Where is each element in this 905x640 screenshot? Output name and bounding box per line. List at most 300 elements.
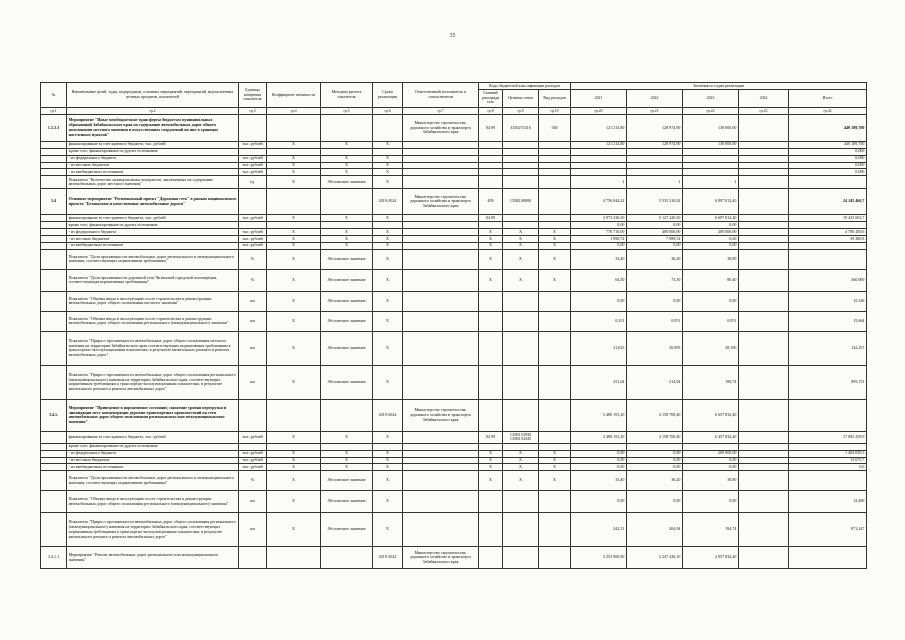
colnum: гр.9 <box>503 107 539 114</box>
row-resp <box>403 443 479 450</box>
row-value-2023: 194,74 <box>683 513 739 547</box>
row-value-2022: 204,94 <box>627 513 683 547</box>
row-vr <box>539 141 571 148</box>
row-gr <box>479 291 503 311</box>
row-value-2022: 5 127 220,50 <box>627 215 683 222</box>
row-value-2022: 0,00 <box>627 242 683 249</box>
table-row <box>41 176 867 189</box>
row-method: Х <box>321 215 373 222</box>
row-unit: тыс. рублей <box>239 457 267 464</box>
table-row <box>41 464 867 471</box>
table-row <box>41 457 867 464</box>
table-row <box>41 162 867 169</box>
row-value-2024 <box>739 249 789 269</box>
row-resp <box>403 464 479 471</box>
row-vr: Х <box>539 235 571 242</box>
row-num: 3.4.1.1 <box>41 547 67 569</box>
row-method <box>321 399 373 431</box>
row-unit <box>239 443 267 450</box>
row-coef <box>267 114 321 141</box>
colnum: гр.23 <box>739 107 789 114</box>
row-vr: Х <box>539 249 571 269</box>
row-cs <box>503 155 539 162</box>
row-terms <box>373 443 403 450</box>
header-name: Наименование целей, задач, подпрограмм, основных мероприятий, мероприятий, ведомственных целевых программ, показателей <box>67 83 239 108</box>
row-num: 3.4.1. <box>41 399 67 431</box>
row-cs: Х <box>503 269 539 291</box>
table-row <box>41 169 867 176</box>
row-terms: Х <box>373 141 403 148</box>
row-value-2021: 0,00 <box>571 242 627 249</box>
row-name: Показатель "Прирост протяженности автомобильных дорог общего пользования регионального (межмуниципального) значения на территории Забайкальского края, соответствующих нормативным требованиям к транспортно-эксплуатационным показателям, в результате капитального ремонта и ремонта автомобильных дорог" <box>67 365 239 399</box>
row-value-2021 <box>571 155 627 162</box>
row-cs: Х <box>503 235 539 242</box>
row-gr: 04 09 <box>479 215 503 222</box>
table-row <box>41 269 867 291</box>
row-value-2021: 0,00 <box>571 464 627 471</box>
row-terms: 2019-2024 <box>373 547 403 569</box>
row-value-2021: 3 480 191,20 <box>571 431 627 443</box>
row-value-2023: 130 000,00 <box>683 114 739 141</box>
table-row <box>41 311 867 331</box>
row-value-2021 <box>571 162 627 169</box>
table-row <box>41 450 867 457</box>
table-row <box>41 215 867 222</box>
row-num <box>41 513 67 547</box>
header-values-by-year: Значения по годам реализации <box>571 83 867 90</box>
row-value-2022 <box>627 148 683 155</box>
row-unit: км <box>239 365 267 399</box>
row-cs: Х <box>503 249 539 269</box>
row-resp <box>403 235 479 242</box>
row-terms: Х <box>373 471 403 491</box>
row-num <box>41 450 67 457</box>
row-name: финансирование за счет краевого бюджета, тыс. рублей <box>67 141 239 148</box>
row-terms <box>373 222 403 229</box>
row-method: Абсолютное значение <box>321 331 373 365</box>
row-unit <box>239 399 267 431</box>
row-total: 15,664 <box>789 311 867 331</box>
row-method: Абсолютное значение <box>321 269 373 291</box>
table-row <box>41 249 867 269</box>
row-resp <box>403 431 479 443</box>
row-vr <box>539 431 571 443</box>
row-resp <box>403 450 479 457</box>
row-gr <box>479 365 503 399</box>
page-number: 35 <box>449 33 456 39</box>
row-num <box>41 491 67 513</box>
row-name: - из местных бюджетов <box>67 162 239 169</box>
row-method: Абсолютное значение <box>321 365 373 399</box>
table-row <box>41 365 867 399</box>
row-unit: % <box>239 249 267 269</box>
row-cs: Х <box>503 229 539 236</box>
row-coef: Х <box>267 365 321 399</box>
row-unit: км <box>239 513 267 547</box>
row-value-2023: 6 897 812,40 <box>683 189 739 215</box>
row-name: - из внебюджетных источников <box>67 242 239 249</box>
row-value-2024 <box>739 547 789 569</box>
row-value-2021: 121 214,80 <box>571 114 627 141</box>
row-resp <box>403 169 479 176</box>
header-total: Итого <box>789 89 867 107</box>
row-name: Показатель "Прирост протяженности автомобильных дорог общего пользования регионального (межмуниципального) значения на территории Забайкальского края, соответствующих нормативным требованиям к транспортно-эксплуатационным показателям, в результате капитального ремонта и ремонта автомобильных дорог" <box>67 513 239 547</box>
row-cs <box>503 365 539 399</box>
row-total: 24 145 466,7 <box>789 189 867 215</box>
row-gr: Х <box>479 242 503 249</box>
row-vr <box>539 215 571 222</box>
row-terms: Х <box>373 176 403 189</box>
row-value-2022: 7 989,52 <box>627 235 683 242</box>
row-vr <box>539 189 571 215</box>
row-total: 12,490 <box>789 491 867 513</box>
header-resp: Ответственный исполнитель и соисполнители <box>403 83 479 108</box>
row-unit: тыс. рублей <box>239 464 267 471</box>
row-name: Показатель "Прирост протяженности автомобильных дорог общего пользования местного значения на территории Забайкальского края соответствующих нормативным требованиям к транспортно-эксплуатационным показателям, в результате капитального ремонта и ремонта автомобильных дорог" <box>67 331 239 365</box>
row-terms <box>373 148 403 155</box>
row-resp <box>403 242 479 249</box>
column-numbers-row <box>41 107 867 114</box>
row-gr <box>479 547 503 569</box>
row-resp <box>403 215 479 222</box>
row-cs <box>503 176 539 189</box>
row-value-2022: 0,00 <box>627 222 683 229</box>
colnum: гр.5 <box>321 107 373 114</box>
row-num <box>41 269 67 291</box>
row-cs <box>503 148 539 155</box>
row-num <box>41 162 67 169</box>
row-gr: Х <box>479 249 503 269</box>
row-name: - из федерального бюджета <box>67 450 239 457</box>
row-cs <box>503 443 539 450</box>
row-unit: % <box>239 471 267 491</box>
header-cs: Целевая статья <box>503 89 539 107</box>
row-value-2023: 130 000,00 <box>683 141 739 148</box>
row-coef: Х <box>267 141 321 148</box>
row-cs: 135R100000 <box>503 189 539 215</box>
row-total <box>789 222 867 229</box>
row-cs: Х <box>503 457 539 464</box>
row-coef <box>267 222 321 229</box>
row-name: Показатель "Количество муниципальных контрактов, заключенных на содержание автомобильных дорог местного значения" <box>67 176 239 189</box>
row-gr: Х <box>479 235 503 242</box>
row-value-2022: 4 158 700,40 <box>627 399 683 431</box>
row-total: 0,000 <box>789 169 867 176</box>
row-terms: Х <box>373 450 403 457</box>
row-value-2023: 0,00 <box>683 242 739 249</box>
row-name: финансирование за счет краевого бюджета, тыс. рублей <box>67 431 239 443</box>
colnum: гр.24 <box>789 107 867 114</box>
row-resp <box>403 155 479 162</box>
row-coef: Х <box>267 311 321 331</box>
header-unit: Единица измерения показателя <box>239 83 267 108</box>
header-year-2023: 2023 <box>683 89 739 107</box>
row-coef: Х <box>267 471 321 491</box>
row-vr: Х <box>539 457 571 464</box>
row-cs: Х <box>503 464 539 471</box>
row-coef: Х <box>267 291 321 311</box>
row-terms <box>373 114 403 141</box>
row-resp <box>403 249 479 269</box>
row-method <box>321 189 373 215</box>
colnum: гр.20 <box>571 107 627 114</box>
table-row <box>41 222 867 229</box>
row-name: Мероприятие "Ремонт автомобильных дорог регионального или межмуниципального значения" <box>67 547 239 569</box>
row-unit: тыс. рублей <box>239 235 267 242</box>
row-value-2024 <box>739 464 789 471</box>
row-total: 360,900 <box>789 269 867 291</box>
row-terms: Х <box>373 242 403 249</box>
row-value-2023: 28,100 <box>683 331 739 365</box>
table-row <box>41 431 867 443</box>
row-value-2022: 0,00 <box>627 291 683 311</box>
row-gr <box>479 169 503 176</box>
row-value-2021: 0,00 <box>571 457 627 464</box>
row-terms: 2019-2024 <box>373 399 403 431</box>
row-vr <box>539 513 571 547</box>
row-total: 13 675,7 <box>789 457 867 464</box>
row-cs: 3350274316 <box>503 114 539 141</box>
row-num <box>41 176 67 189</box>
row-gr <box>479 331 503 365</box>
header-method: Методика расчета показателя <box>321 83 373 108</box>
row-total <box>789 242 867 249</box>
row-terms: Х <box>373 491 403 513</box>
row-value-2021: 0,351 <box>571 311 627 331</box>
row-num <box>41 235 67 242</box>
row-cs <box>503 547 539 569</box>
row-num <box>41 148 67 155</box>
row-value-2021: 0,00 <box>571 291 627 311</box>
row-vr <box>539 291 571 311</box>
row-coef: Х <box>267 229 321 236</box>
row-total: 0,000 <box>789 148 867 155</box>
row-cs <box>503 291 539 311</box>
row-coef <box>267 148 321 155</box>
row-resp <box>403 311 479 331</box>
row-value-2024 <box>739 399 789 431</box>
row-coef: Х <box>267 215 321 222</box>
row-method: Х <box>321 169 373 176</box>
row-method: Абсолютное значение <box>321 471 373 491</box>
row-total: 440 189,700 <box>789 141 867 148</box>
row-resp <box>403 148 479 155</box>
row-gr: Х <box>479 464 503 471</box>
row-unit: тыс. рублей <box>239 450 267 457</box>
row-total: 440 189,700 <box>789 114 867 141</box>
row-value-2023: 0,00 <box>683 464 739 471</box>
header-terms: Сроки реализации <box>373 83 403 108</box>
row-value-2023: 38,80 <box>683 471 739 491</box>
row-value-2023: 6 697 812,40 <box>683 215 739 222</box>
row-resp <box>403 162 479 169</box>
row-num <box>41 242 67 249</box>
header-num: № <box>41 83 67 108</box>
row-value-2024 <box>739 431 789 443</box>
row-gr <box>479 141 503 148</box>
row-unit: тыс. рублей <box>239 155 267 162</box>
header-year-2022: 2022 <box>627 89 683 107</box>
header-gr: Главный распоряди тель <box>479 89 503 107</box>
row-value-2024 <box>739 491 789 513</box>
row-gr: 04 09 <box>479 431 503 443</box>
row-total <box>789 249 867 269</box>
row-value-2021: 3 253 906,90 <box>571 547 627 569</box>
table-row <box>41 235 867 242</box>
row-cs <box>503 491 539 513</box>
row-gr <box>479 148 503 155</box>
row-value-2024 <box>739 471 789 491</box>
row-num <box>41 222 67 229</box>
table-row <box>41 189 867 215</box>
row-name: кроме того, финансирование из других источников: <box>67 443 239 450</box>
row-unit: тыс. рублей <box>239 242 267 249</box>
row-unit: км <box>239 331 267 365</box>
row-resp: Министерство строительства, дорожного хозяйства и транспорта Забайкальского края <box>403 189 479 215</box>
row-vr: Х <box>539 464 571 471</box>
row-name: - из внебюджетных источников <box>67 169 239 176</box>
row-terms: Х <box>373 365 403 399</box>
row-vr <box>539 169 571 176</box>
row-name: - из федерального бюджета <box>67 155 239 162</box>
row-total: 0,000 <box>789 162 867 169</box>
row-gr <box>479 155 503 162</box>
row-terms: Х <box>373 311 403 331</box>
row-value-2023: 6 457 832,40 <box>683 431 739 443</box>
row-method: Х <box>321 229 373 236</box>
row-value-2024 <box>739 176 789 189</box>
row-num <box>41 431 67 443</box>
row-vr <box>539 331 571 365</box>
row-terms: Х <box>373 155 403 162</box>
row-vr <box>539 162 571 169</box>
row-coef: Х <box>267 235 321 242</box>
row-value-2021: 31,625 <box>571 331 627 365</box>
row-coef: Х <box>267 457 321 464</box>
row-total: 142,257 <box>789 331 867 365</box>
row-name: Показатель "Доля протяженности автомобильных дорог регионального и межмуниципального значения, соответствующих нормативным требованиям" <box>67 249 239 269</box>
row-coef: Х <box>267 491 321 513</box>
row-unit: тыс. рублей <box>239 431 267 443</box>
row-terms: Х <box>373 229 403 236</box>
row-total: 4 700 450,6 <box>789 229 867 236</box>
row-method: Х <box>321 162 373 169</box>
row-name: Показатель "Объемы ввода в эксплуатацию после строительства и реконструкции автомобильных дорог общего пользования местного значения" <box>67 291 239 311</box>
row-value-2024 <box>739 450 789 457</box>
row-method: Х <box>321 235 373 242</box>
table-row <box>41 547 867 569</box>
row-value-2024 <box>739 162 789 169</box>
row-unit <box>239 148 267 155</box>
row-num <box>41 311 67 331</box>
row-value-2023: 4 957 832,40 <box>683 547 739 569</box>
row-unit: ед. <box>239 176 267 189</box>
row-cs <box>503 162 539 169</box>
row-total: 0,000 <box>789 155 867 162</box>
row-value-2024 <box>739 457 789 464</box>
row-resp <box>403 222 479 229</box>
row-vr: Х <box>539 471 571 491</box>
row-value-2023 <box>683 155 739 162</box>
row-value-2023 <box>683 162 739 169</box>
row-value-2021: 251,64 <box>571 365 627 399</box>
row-value-2022: 400 000,00 <box>627 229 683 236</box>
row-value-2024 <box>739 269 789 291</box>
row-num <box>41 331 67 365</box>
row-gr: Х <box>479 450 503 457</box>
row-value-2024 <box>739 242 789 249</box>
row-gr: Х <box>479 471 503 491</box>
table-row <box>41 291 867 311</box>
header-budget-codes: Коды бюджетной классификации расходов <box>479 83 571 90</box>
colnum: гр.4 <box>267 107 321 114</box>
row-coef: Х <box>267 464 321 471</box>
row-value-2024 <box>739 229 789 236</box>
colnum: гр.10 <box>539 107 571 114</box>
row-value-2023: 200 000,00 <box>683 229 739 236</box>
row-unit: % <box>239 269 267 291</box>
row-value-2024 <box>739 155 789 162</box>
row-resp: Министерство строительства, дорожного хозяйства и транспорта Забайкальского края <box>403 114 479 141</box>
row-value-2022 <box>627 162 683 169</box>
colnum: гр.2 <box>67 107 239 114</box>
row-value-2021 <box>571 148 627 155</box>
row-coef: Х <box>267 155 321 162</box>
row-gr <box>479 176 503 189</box>
row-name: - из местных бюджетов <box>67 235 239 242</box>
row-value-2022: 0,00 <box>627 464 683 471</box>
row-terms: 2019-2024 <box>373 189 403 215</box>
row-value-2022: 36,20 <box>627 471 683 491</box>
row-name: кроме того, финансирование из других источников: <box>67 222 239 229</box>
row-value-2021: 3 480 191,20 <box>571 399 627 431</box>
row-gr <box>479 222 503 229</box>
row-num <box>41 457 67 464</box>
header-vr: Вид расходов <box>539 89 571 107</box>
row-name: Показатель "Доля протяженности дорожной сети Читинской городской агломерации, соответствующая нормативным требованиям" <box>67 269 239 291</box>
row-unit: км <box>239 311 267 331</box>
row-vr <box>539 148 571 155</box>
row-coef <box>267 399 321 431</box>
row-name: - из федерального бюджета <box>67 229 239 236</box>
row-value-2024 <box>739 215 789 222</box>
row-unit: км <box>239 491 267 513</box>
row-vr <box>539 547 571 569</box>
row-vr <box>539 443 571 450</box>
row-value-2024 <box>739 114 789 141</box>
row-method: Х <box>321 431 373 443</box>
row-value-2022: 30,993 <box>627 331 683 365</box>
row-value-2023: 199,74 <box>683 365 739 399</box>
table-row <box>41 399 867 431</box>
row-terms: Х <box>373 291 403 311</box>
row-value-2021: 0,00 <box>571 222 627 229</box>
row-coef: Х <box>267 431 321 443</box>
row-total <box>789 399 867 431</box>
row-terms: Х <box>373 269 403 291</box>
row-resp <box>403 229 479 236</box>
row-value-2022: 128 974,90 <box>627 141 683 148</box>
row-name: Основное мероприятие "Региональный проект "Дорожная сеть" в рамках национального проекта "Безопасные и качественные автомобильные дороги" <box>67 189 239 215</box>
row-name: Мероприятие "Приведение в нормативное состояние, снижение уровня перегрузки и ликвидация мест концентрации дорожно-транспортных происшествий на сети автомобильных дорог общего пользования регионального или межмуниципального значения" <box>67 399 239 431</box>
row-total: 15,336 <box>789 291 867 311</box>
row-value-2021: 64,50 <box>571 269 627 291</box>
row-name: Мероприятие "Иные межбюджетные трансферты бюджетам муниципальных образований Забайкальского края на содержание автомобильных дорог общего пользования местного значения и искусственных сооружений на них в границах населенных пунктов" <box>67 114 239 141</box>
row-method: Абсолютное значение <box>321 491 373 513</box>
row-value-2021: 33,40 <box>571 471 627 491</box>
row-value-2022: 0,00 <box>627 491 683 513</box>
row-unit: км <box>239 291 267 311</box>
